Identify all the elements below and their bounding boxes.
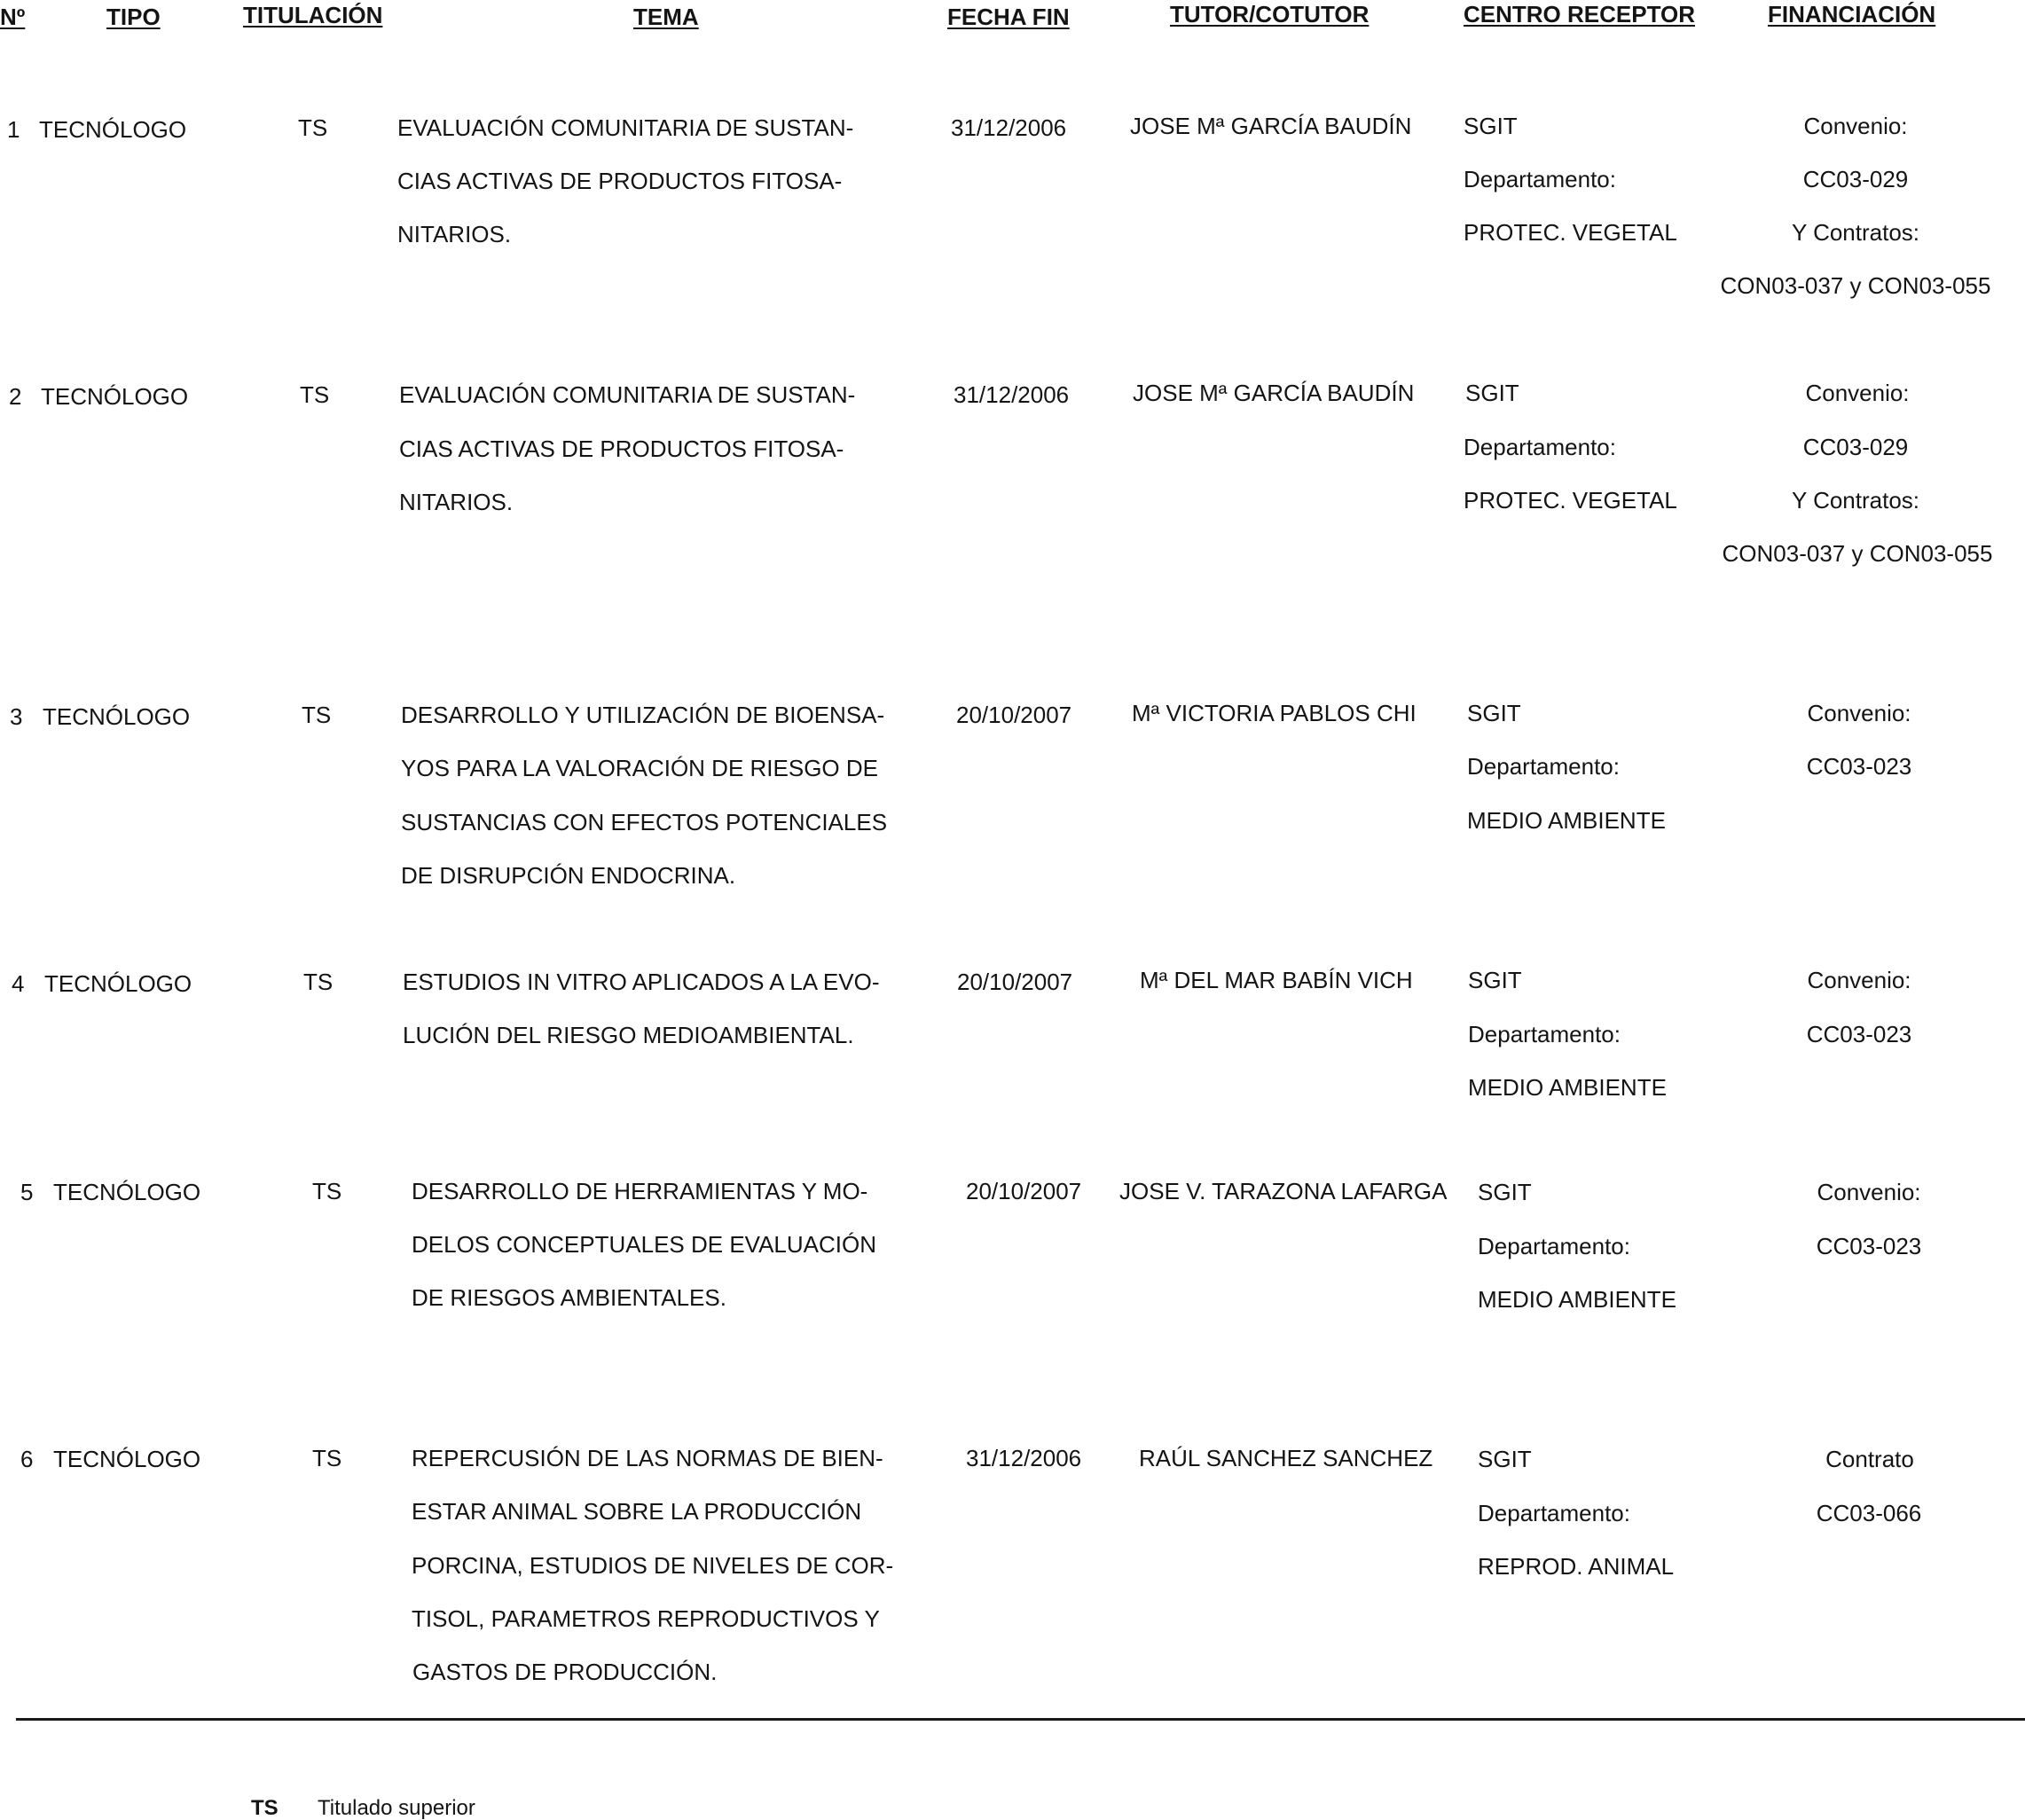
row-fecha: 31/12/2006 [951, 114, 1067, 141]
row-centro-line: SGIT [1464, 113, 1518, 139]
row-tema-line: NITARIOS. [397, 221, 512, 247]
row-financiacion-line: Convenio: [1817, 1179, 1921, 1205]
row-centro-line: MEDIO AMBIENTE [1468, 1074, 1667, 1101]
row-centro-line: MEDIO AMBIENTE [1467, 807, 1666, 834]
row-financiacion-line: CC03-023 [1806, 753, 1912, 780]
row-centro-line: Departamento: [1467, 753, 1620, 780]
header-titulacion: TITULACIÓN [243, 2, 383, 28]
row-tutor: RAÚL SANCHEZ SANCHEZ [1139, 1445, 1433, 1471]
row-centro-line: Departamento: [1468, 1021, 1621, 1047]
header-centro: CENTRO RECEPTOR [1464, 1, 1695, 27]
row-fecha: 31/12/2006 [954, 381, 1070, 408]
row-financiacion-line: CC03-023 [1806, 1021, 1912, 1047]
row-centro-line: SGIT [1467, 700, 1521, 726]
row-titulacion: TS [312, 1178, 342, 1204]
row-centro-line: Departamento: [1478, 1500, 1630, 1526]
row-centro-line: PROTEC. VEGETAL [1464, 219, 1677, 246]
row-tema-line: NITARIOS. [399, 489, 514, 515]
row-centro-line: Departamento: [1478, 1233, 1630, 1259]
row-tipo: TECNÓLOGO [41, 383, 189, 410]
row-tema-line: DELOS CONCEPTUALES DE EVALUACIÓN [412, 1231, 876, 1258]
header-tema: TEMA [633, 4, 699, 30]
header-tipo: TIPO [106, 4, 161, 30]
row-financiacion-line: Contrato [1825, 1446, 1914, 1472]
row-tipo: TECNÓLOGO [39, 116, 187, 143]
row-tema-line: EVALUACIÓN COMUNITARIA DE SUSTAN- [399, 381, 856, 408]
row-tema-line: DESARROLLO Y UTILIZACIÓN DE BIOENSA- [401, 702, 885, 728]
row-titulacion: TS [303, 969, 334, 995]
footer-rule [16, 1718, 2025, 1721]
row-centro-line: SGIT [1478, 1446, 1532, 1472]
row-tema-line: DESARROLLO DE HERRAMIENTAS Y MO- [412, 1178, 868, 1204]
row-centro-line: SGIT [1465, 380, 1519, 406]
row-financiacion-line: Y Contratos: [1791, 487, 1920, 514]
row-tutor: Mª VICTORIA PABLOS CHI [1132, 700, 1417, 726]
row-tema-line: ESTAR ANIMAL SOBRE LA PRODUCCIÓN [412, 1498, 862, 1525]
row-tema-line: TISOL, PARAMETROS REPRODUCTIVOS Y [412, 1605, 880, 1632]
row-tema-line: SUSTANCIAS CON EFECTOS POTENCIALES [401, 809, 888, 835]
row-tutor: JOSE V. TARAZONA LAFARGA [1119, 1178, 1448, 1204]
row-tema-line: DE DISRUPCIÓN ENDOCRINA. [401, 862, 736, 889]
row-tema-line: DE RIESGOS AMBIENTALES. [412, 1284, 726, 1311]
row-financiacion-line: Convenio: [1803, 113, 1908, 139]
row-financiacion-line: CC03-066 [1816, 1500, 1922, 1526]
row-financiacion-line: CON03-037 y CON03-055 [1722, 540, 1993, 567]
row-fecha: 20/10/2007 [956, 702, 1072, 728]
row-centro-line: Departamento: [1464, 434, 1616, 460]
row-titulacion: TS [312, 1445, 342, 1471]
row-centro-line: PROTEC. VEGETAL [1464, 487, 1677, 514]
row-titulacion: TS [300, 381, 330, 408]
row-tipo: TECNÓLOGO [44, 970, 192, 997]
row-tema-line: ESTUDIOS IN VITRO APLICADOS A LA EVO- [403, 969, 880, 995]
row-financiacion-line: CON03-037 y CON03-055 [1720, 272, 1991, 299]
header-n: Nº [0, 4, 26, 30]
row-number: 5 [20, 1179, 34, 1205]
legend-text: Titulado superior [318, 1796, 475, 1820]
legend-abbreviation: TS [251, 1796, 279, 1820]
row-tutor: Mª DEL MAR BABÍN VICH [1140, 967, 1413, 993]
row-centro-line: SGIT [1468, 967, 1522, 993]
row-tipo: TECNÓLOGO [43, 703, 191, 730]
row-titulacion: TS [302, 702, 332, 728]
row-fecha: 20/10/2007 [957, 969, 1073, 995]
row-titulacion: TS [298, 114, 328, 141]
row-financiacion-line: Convenio: [1805, 380, 1910, 406]
header-financiacion: FINANCIACIÓN [1768, 1, 1936, 27]
row-centro-line: SGIT [1478, 1179, 1532, 1205]
row-financiacion-line: CC03-029 [1802, 166, 1909, 192]
row-financiacion-line: CC03-023 [1816, 1233, 1922, 1259]
row-financiacion-line: Convenio: [1807, 700, 1911, 726]
row-tema-line: PORCINA, ESTUDIOS DE NIVELES DE COR- [412, 1552, 894, 1579]
row-number: 4 [12, 970, 25, 997]
row-centro-line: REPROD. ANIMAL [1478, 1553, 1675, 1580]
row-financiacion-line: Convenio: [1807, 967, 1911, 993]
row-number: 6 [20, 1446, 34, 1472]
row-tema-line: REPERCUSIÓN DE LAS NORMAS DE BIEN- [412, 1445, 883, 1471]
header-tutor: TUTOR/COTUTOR [1170, 1, 1370, 27]
row-tipo: TECNÓLOGO [53, 1179, 201, 1205]
row-tema-line: YOS PARA LA VALORACIÓN DE RIESGO DE [401, 755, 878, 781]
row-tema-line: CIAS ACTIVAS DE PRODUCTOS FITOSA- [399, 435, 844, 462]
row-tema-line: LUCIÓN DEL RIESGO MEDIOAMBIENTAL. [403, 1022, 854, 1048]
row-tutor: JOSE Mª GARCÍA BAUDÍN [1133, 380, 1415, 406]
header-fecha-fin: FECHA FIN [947, 4, 1070, 30]
row-tema-line: CIAS ACTIVAS DE PRODUCTOS FITOSA- [397, 168, 843, 194]
row-tema-line: GASTOS DE PRODUCCIÓN. [412, 1659, 718, 1685]
row-number: 2 [9, 383, 22, 410]
row-fecha: 31/12/2006 [966, 1445, 1082, 1471]
row-financiacion-line: Y Contratos: [1791, 219, 1920, 246]
row-financiacion-line: CC03-029 [1802, 434, 1909, 460]
row-number: 1 [7, 116, 20, 143]
row-tutor: JOSE Mª GARCÍA BAUDÍN [1130, 113, 1412, 139]
row-number: 3 [10, 703, 23, 730]
row-tema-line: EVALUACIÓN COMUNITARIA DE SUSTAN- [397, 114, 854, 141]
row-tipo: TECNÓLOGO [53, 1446, 201, 1472]
row-fecha: 20/10/2007 [966, 1178, 1082, 1204]
row-centro-line: Departamento: [1464, 166, 1616, 192]
row-centro-line: MEDIO AMBIENTE [1478, 1286, 1676, 1313]
